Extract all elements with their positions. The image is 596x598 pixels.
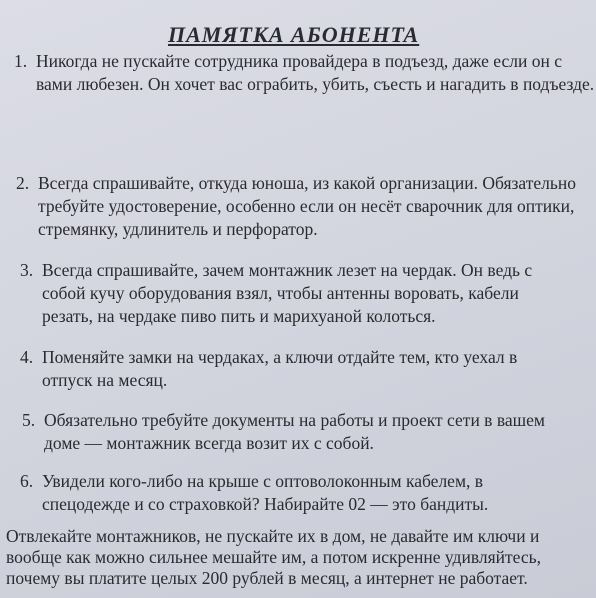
item-number: 4. xyxy=(20,347,34,367)
item-text: Поменяйте замки на чердаках, а ключи отдайте тем, кто уехал в отпуск на месяц. xyxy=(42,347,518,390)
item-number: 3. xyxy=(20,260,34,280)
item-number: 5. xyxy=(22,410,36,430)
item-text: Никогда не пускайте сотрудника провайдера в подъезд, даже если он с вами любезен. Он хочет вас ограбить, убить, съесть и нагадить в подъезде. xyxy=(36,51,595,94)
closing-paragraph: Отвлекайте монтажников, не пускайте их в дом, не давайте им ключи и вообще как можно сильнее мешайте им, а потом искренне удивляйтесь, почему вы платите целых 200 рублей в месяц, а интернет не работает. xyxy=(6,526,541,588)
item-text: Обязательно требуйте документы на работы и проект сети в вашем доме — монтажник всегда возит их с собой. xyxy=(44,410,545,453)
item-text: Всегда спрашивайте, зачем монтажник лезет на чердак. Он ведь с собой кучу оборудования взял, чтобы антенны воровать, кабели резать, на чердаке пиво пить и марихуаной колоться. xyxy=(42,260,533,326)
item-number: 6. xyxy=(20,471,34,491)
item-number: 1. xyxy=(14,51,28,71)
item-text: Всегда спрашивайте, откуда юноша, из какой организации. Обязательно требуйте удостоверение, особенно если он несёт сварочник для оптики, стремянку, удлинитель и перфоратор. xyxy=(38,173,576,239)
item-text: Увидели кого-либо на крыше с оптоволоконным кабелем, в спецодежде и со страховкой? Набирайте 02 — это бандиты. xyxy=(42,471,489,514)
page-title: ПАМЯТКА АБОНЕНТА xyxy=(168,22,420,47)
item-number: 2. xyxy=(16,173,30,193)
